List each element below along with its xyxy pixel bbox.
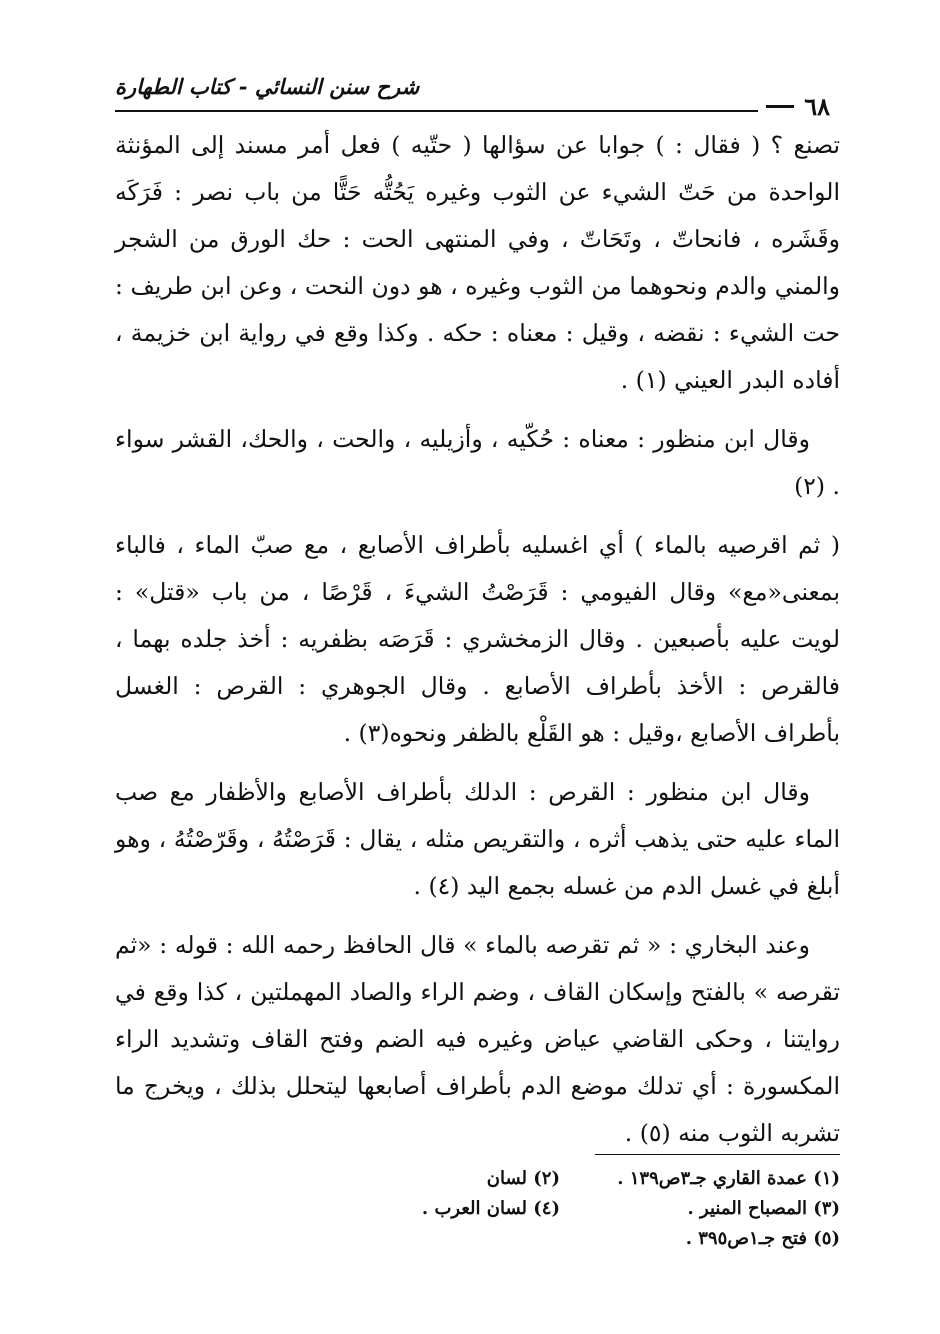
page-number-dash — [766, 105, 794, 108]
footnote-row — [115, 1164, 840, 1194]
footnote-empty — [260, 1224, 560, 1254]
paragraph-1: تصنع ؟ ( فقال : ) جوابا عن سؤالها ( حتّيه ) فعل أمر مسند إلى المؤنثة الواحدة من حَتّ الشيء عن الثوب وغيره يَحُتُّه حَتًّا من باب نصر : فَرَكَه وقَشَره ، فانحاتّ ، وتَحَاتّ ، وفي المنتهى الحت : حك الورق من الشجر والمني والدم ونحوهما من الثوب وغيره ، هو دون النحت ، وعن ابن طريف : حت الشيء : نقضه ، وقيل : معناه : حكه . وكذا وقع في رواية ابن خزيمة ، أفاده البدر العيني (١) . — [115, 131, 840, 394]
footnote-5: (٥) فتح جـ١ص٣٩٥ . — [685, 1228, 840, 1249]
footnote-3: (٣) المصباح المنير . — [687, 1198, 840, 1219]
paragraph-4: وقال ابن منظور : القرص : الدلك بأطراف الأصابع والأظفار مع صب الماء عليه حتى يذهب أثره ، والتقريص مثله ، يقال : قَرَصْتُهُ ، وقَرّصْتُهُ ، وهو أبلغ في غسل الدم من غسله بجمع اليد (٤) . — [115, 778, 840, 900]
footnote-1: (١) عمدة القاري جـ٣ص١٣٩ . — [617, 1168, 840, 1189]
running-header — [115, 70, 840, 121]
page-number: ٦٨ — [804, 92, 830, 121]
footnote-row — [115, 1194, 840, 1224]
footnote-4: (٤) لسان العرب . — [421, 1198, 560, 1219]
paragraph-3: ( ثم اقرصيه بالماء ) أي اغسليه بأطراف الأصابع ، مع صبّ الماء ، فالباء بمعنى«مع» وقال الفيومي : قَرَصْتُ الشيءَ ، قَرْصًا ، من باب «قتل» : لويت عليه بأصبعين . وقال الزمخشري : قَرَصَه بظفريه : أخذ جلده بهما ، فالقرص : الأخذ بأطراف الأصابع . وقال الجوهري : القرص : الغسل بأطراف الأصابع ،وقيل : هو القَلْع بالظفر ونحوه(٣) . — [115, 531, 840, 747]
page-number-block — [758, 92, 840, 121]
book-page — [115, 60, 840, 1280]
footnote-rule — [595, 1154, 840, 1155]
footnotes — [115, 1164, 840, 1254]
main-text — [115, 122, 840, 1169]
paragraph-5: وعند البخاري : « ثم تقرصه بالماء » قال الحافظ رحمه الله : قوله : «ثم تقرصه » بالفتح وإسكان القاف ، وضم الراء والصاد المهملتين ، كذا وقع في روايتنا ، وحكى القاضي عياض وغيره فيه الضم وفتح القاف وتشديد الراء المكسورة : أي تدلك موضع الدم بأطراف أصابعها ليتحلل بذلك ، ويخرج ما تشربه الثوب منه (٥) . — [115, 931, 840, 1147]
running-title: شرح سنن النسائي - كتاب الطهارة — [115, 74, 420, 99]
footnote-2: (٢) لسان — [486, 1168, 560, 1189]
paragraph-2: وقال ابن منظور : معناه : حُكّيه ، وأزيليه ، والحت ، والحك، القشر سواء . (٢) — [115, 425, 840, 500]
footnote-row — [115, 1224, 840, 1254]
header-rule — [115, 110, 840, 112]
